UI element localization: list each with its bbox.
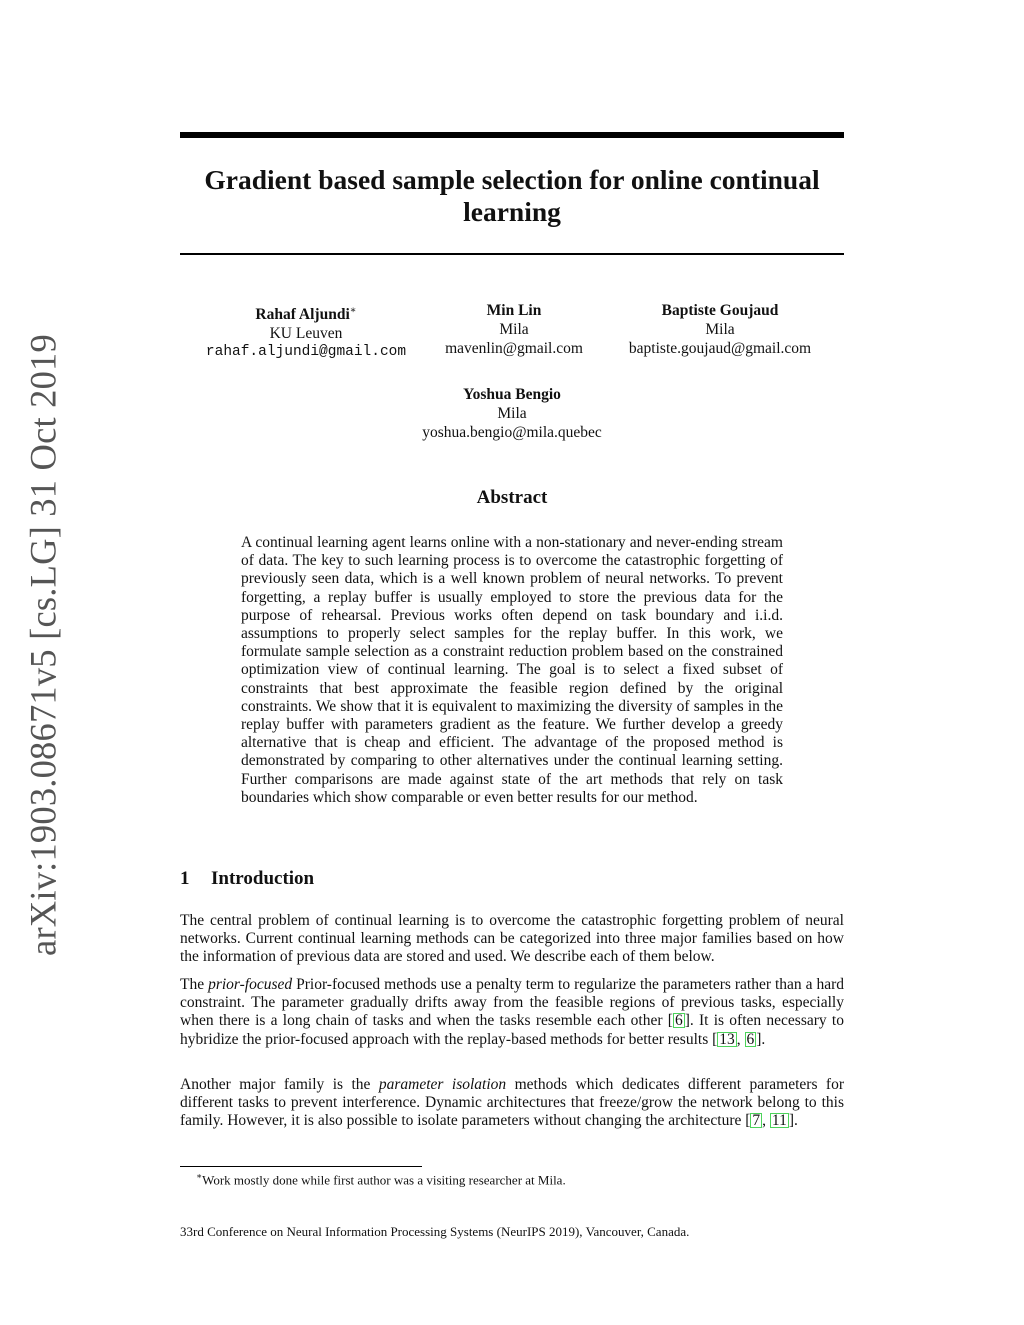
author-affiliation: Mila (499, 321, 529, 338)
footnote-marker: ∗ (196, 1171, 203, 1181)
citation-link[interactable]: 11 (771, 1112, 787, 1130)
title-line-2: learning (463, 196, 561, 227)
author-block-lin (445, 301, 583, 358)
intro-paragraph-2: The prior-focused Prior-focused methods use a penalty term to regularize the parameters rather than a hard constraint. The parameter gradually drifts away from the feasible regions of previous tasks, especially when there is a long chain of tasks and when the tasks resemble each other [ 6 ]. It is often necessary to hybridize the prior-focused approach with the replay-based methods for better results [ 13 , 6 ]. (180, 976, 845, 1048)
section-heading-introduction (180, 868, 314, 890)
author-name: Baptiste Goujaud (661, 302, 779, 319)
citation-link[interactable]: 7 (752, 1112, 761, 1130)
title-bottom-rule (180, 253, 844, 255)
citation-link[interactable]: 13 (719, 1030, 735, 1048)
term-parameter-isolation: parameter isolation (378, 1076, 507, 1093)
citation-link[interactable]: 6 (674, 1012, 683, 1030)
author-affiliation: KU Leuven (269, 325, 343, 343)
author-email: mavenlin@gmail.com (445, 340, 583, 357)
section-title-text: Introduction (211, 868, 315, 889)
abstract-heading: Abstract (476, 487, 548, 508)
abstract-body: A continual learning agent learns online with a non-stationary and never-ending stream of data. The key to such learning process is to overcome the catastrophic forgetting of previously seen data, which is a well known problem of neural networks. To prevent forgetting, a replay buffer is usually employed to store the previous data for the purpose of rehearsal. Previous works often depend on task boundary and i.i.d. assumptions to properly select samples for the replay buffer. In this work, we formulate sample selection as a constraint reduction problem based on the constrained optimization view of continual learning. The goal is to select a fixed subset of constraints that best approximate the feasible region defined by the original constraints. We show that it is equivalent to maximizing the diversity of samples in the replay buffer with parameters gradient as the feature. We further develop a greedy alternative that is cheap and efficient. The advantage of the proposed method is demonstrated by comparing to other alternatives under the continual learning setting. Further comparisons are made against state of the art methods that rely on task boundaries which show comparable or even better results for our method. (241, 534, 783, 806)
conference-notice: 33rd Conference on Neural Information Processing Systems (NeurIPS 2019), Vancouver, Canada. (180, 1224, 690, 1239)
footnote-text: Work mostly done while first author was a visiting researcher at Mila. (202, 1172, 566, 1188)
author-block-goujaud (629, 301, 811, 358)
author-name: Min Lin (486, 302, 542, 319)
author-block-bengio (422, 385, 602, 442)
author-affiliation: Mila (705, 321, 735, 338)
citation-link[interactable]: 6 (746, 1030, 755, 1048)
author-affiliation: Mila (497, 405, 527, 422)
author-email: rahaf.aljundi@gmail.com (205, 344, 407, 361)
title-top-rule (180, 132, 844, 138)
footnote-marker: ∗ (349, 305, 357, 316)
intro-paragraph-1: The central problem of continual learning is to overcome the catastrophic forgetting problem of neural networks. Current continual learning methods can be categorized into three major families based on how the information of previous data are stored and used. We describe each of them below. (180, 912, 844, 966)
paper-title (180, 164, 844, 228)
author-name: Yoshua Bengio (463, 386, 561, 403)
title-line-1: Gradient based sample selection for online continual (204, 164, 820, 195)
author-email: yoshua.bengio@mila.quebec (422, 424, 602, 441)
term-prior-focused: prior-focused (208, 976, 293, 993)
author-email: baptiste.goujaud@gmail.com (628, 340, 812, 357)
footnote-rule (180, 1166, 422, 1167)
section-number: 1 (180, 868, 190, 889)
arxiv-identifier: arXiv:1903.08671v5 [cs.LG] 31 Oct 2019 (22, 334, 64, 956)
intro-paragraph-3: Another major family is the parameter isolation methods which dedicates different parameters for different tasks to prevent interference. Dynamic architectures that freeze/grow the network belong to this family. However, it is also possible to isolate parameters without changing the architecture [ 7 , 11 ]. (180, 1076, 844, 1130)
author-block-aljundi (206, 301, 406, 362)
author-name: Rahaf Aljundi∗ (255, 305, 357, 324)
footnote (196, 1171, 566, 1188)
